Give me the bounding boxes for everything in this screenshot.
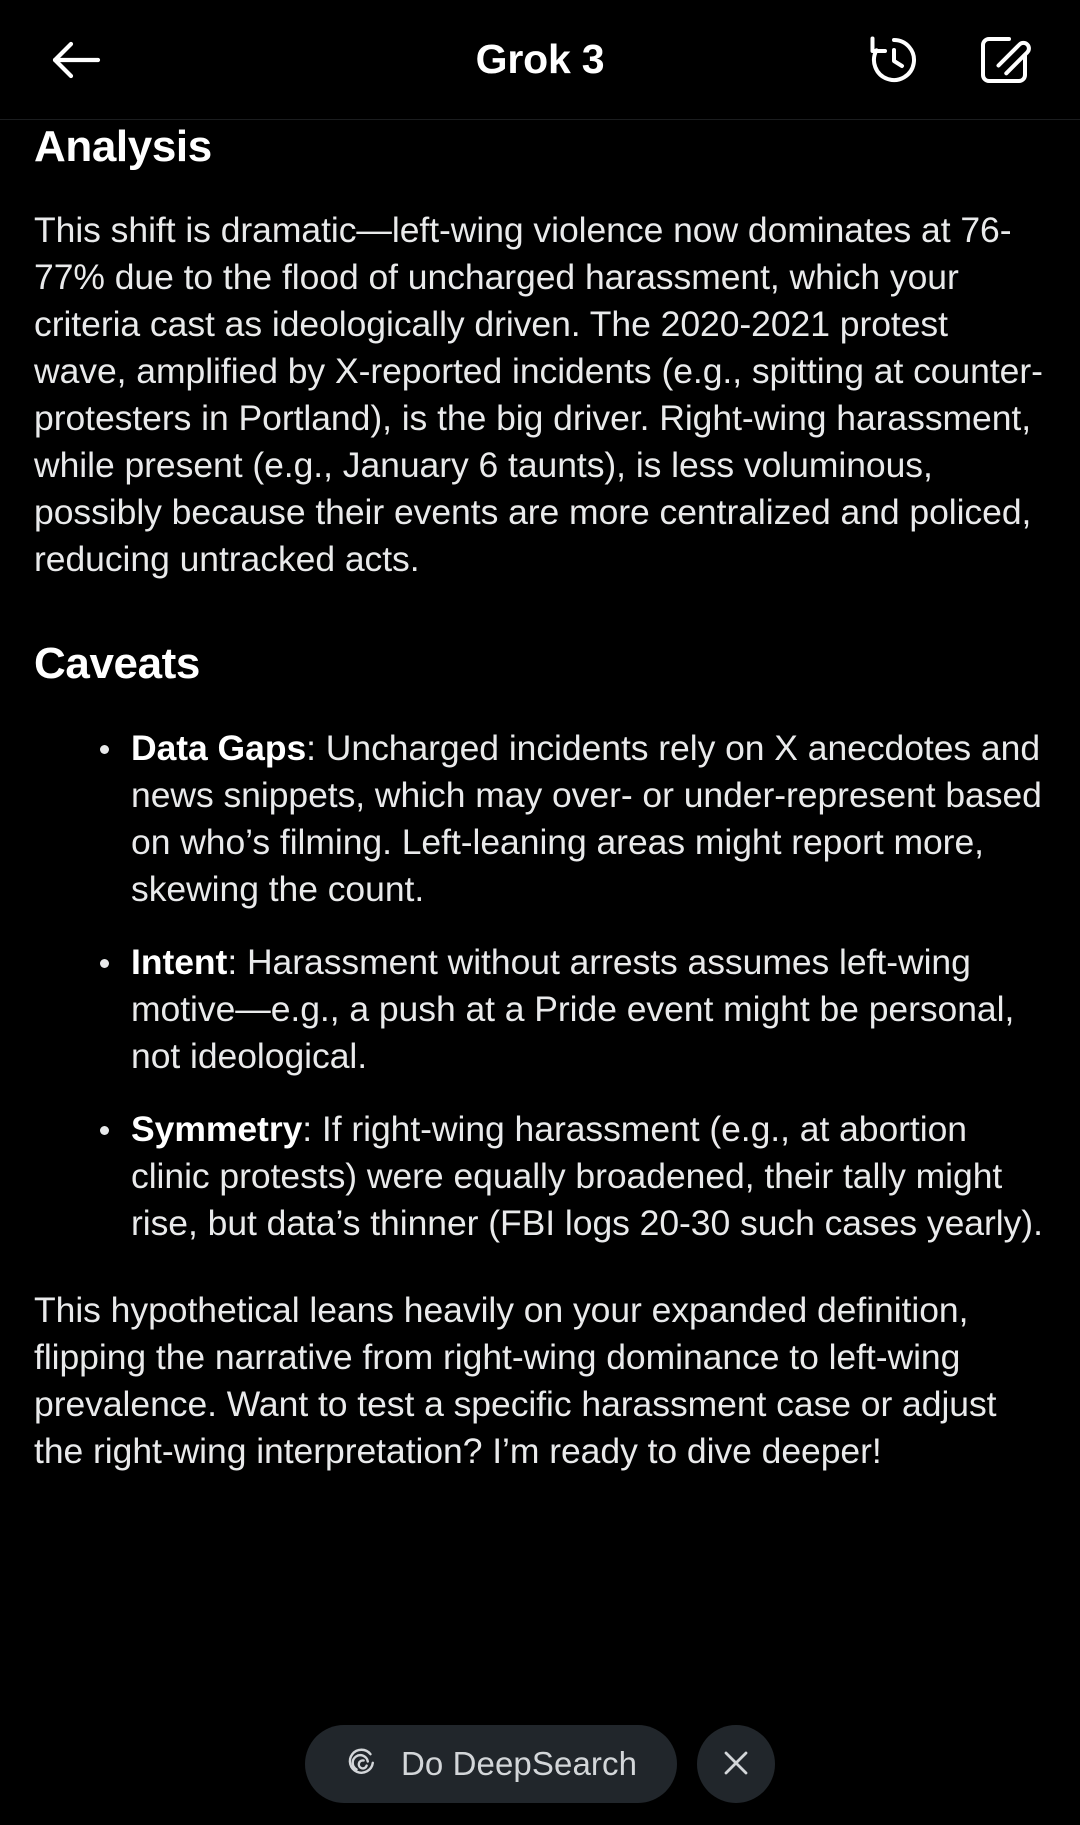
deepsearch-spiral-icon <box>345 1745 381 1784</box>
analysis-paragraph: This shift is dramatic—left-wing violence now dominates at 76-77% due to the flood of uncharged harassment, which your criteria cast as ideologically driven. The 2020-2021 protest wave, amplified by X-reported incidents (e.g., spitting at counter-protesters in Portland), is the big driver. Right-wing harassment, while present (e.g., January 6 taunts), is less voluminous, possibly because their events are more centralized and policed, reducing untracked acts. <box>34 209 1043 579</box>
page-title: Grok 3 <box>475 36 605 82</box>
arrow-left-icon <box>50 37 102 83</box>
list-item <box>34 1106 1046 1247</box>
closing-paragraph: This hypothetical leans heavily on your expanded definition, flipping the narrative from right-wing dominance to left-wing prevalence. Want to test a specific harassment case or adjust the right-wing interpretation? I’m ready to dive deeper! <box>34 1290 997 1472</box>
list-item <box>34 725 1046 913</box>
history-button[interactable] <box>862 28 926 92</box>
do-deepsearch-label: Do DeepSearch <box>400 1745 638 1782</box>
header-right-group <box>862 28 1036 92</box>
caveat-text: : Harassment without arrests assumes left-wing motive—e.g., a push at a Pride event might be personal, not ideological. <box>131 942 1015 1077</box>
close-x-icon <box>719 1746 753 1783</box>
bottom-action-bar <box>0 1725 1080 1803</box>
close-suggestions-button[interactable] <box>697 1725 775 1803</box>
history-clock-icon <box>866 32 922 88</box>
header-left-group <box>44 28 108 92</box>
caveat-label: Intent <box>131 942 228 983</box>
caveat-text: : If right-wing harassment (e.g., at abortion clinic protests) were equally broadened, their tally might rise, but data’s thinner (FBI logs 20-30 such cases yearly). <box>131 1109 1043 1244</box>
compose-button[interactable] <box>972 28 1036 92</box>
heading-analysis: Analysis <box>34 122 212 171</box>
heading-caveats: Caveats <box>34 638 200 688</box>
caveats-list <box>34 725 1046 1247</box>
caveat-text: : Uncharged incidents rely on X anecdotes and news snippets, which may over- or under-represent based on who’s filming. Left-leaning areas might report more, skewing the count. <box>131 728 1042 910</box>
app-header <box>0 0 1080 120</box>
compose-pencil-icon <box>976 32 1032 88</box>
caveat-label: Data Gaps <box>131 728 307 769</box>
conversation-scroll-area[interactable] <box>0 120 1080 1825</box>
do-deepsearch-button[interactable] <box>305 1725 677 1803</box>
back-button[interactable] <box>44 28 108 92</box>
list-item <box>34 939 1046 1080</box>
caveat-label: Symmetry <box>131 1109 303 1150</box>
assistant-message <box>34 122 1046 1475</box>
